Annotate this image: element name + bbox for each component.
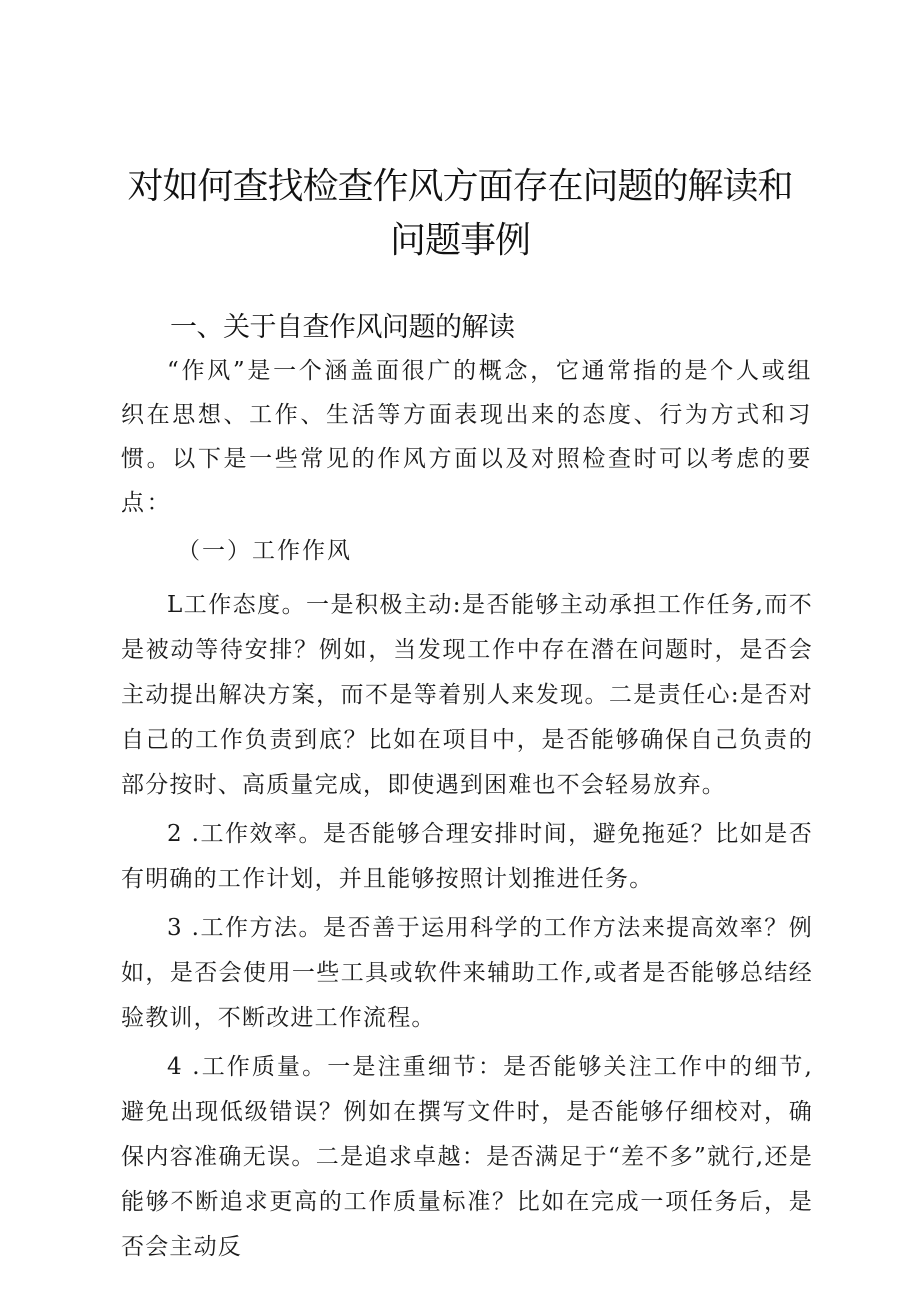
list-item-work-method: 3 .工作方法。是否善于运用科学的工作方法来提高效率？例如，是否会使用一些工具或软件来辅助工作,或者是否能够总结经验教训，不断改进工作流程。 — [121, 915, 813, 1031]
intro-paragraph: “作风”是一个涵盖面很广的概念，它通常指的是个人或组织在思想、工作、生活等方面表现出来的态度、行为方式和习惯。以下是一些常见的作风方面以及对照检查时可以考虑的要点： — [121, 358, 813, 516]
document-title: 对如何查找检查作风方面存在问题的解读和问题事例 — [127, 166, 793, 261]
document-body — [121, 349, 813, 1274]
section-heading: 一、关于自查作风问题的解读 — [170, 312, 515, 343]
list-item-work-attitude: L工作态度。一是积极主动:是否能够主动承担工作任务,而不是被动等待安排？例如，当发现工作中存在潜在问题时，是否会主动提出解决方案，而不是等着别人来发现。二是责任心:是否对自己的工作负责到底？比如在项目中，是否能够确保自己负责的部分按时、高质量完成，即使遇到困难也不会轻易放弃。 — [121, 592, 813, 798]
list-item-work-efficiency: 2 .工作效率。是否能够合理安排时间，避免拖延？比如是否有明确的工作计划，并且能够按照计划推进任务。 — [121, 821, 813, 892]
list-item-work-quality: 4 .工作质量。一是注重细节：是否能够关注工作中的细节,避免出现低级错误？例如在撰写文件时，是否能够仔细校对，确保内容准确无误。二是追求卓越：是否满足于“差不多”就行,还是能够不断追求更高的工作质量标准？比如在完成一项任务后，是否会主动反 — [121, 1054, 813, 1260]
subsection-heading: （一）工作作风 — [177, 538, 352, 564]
